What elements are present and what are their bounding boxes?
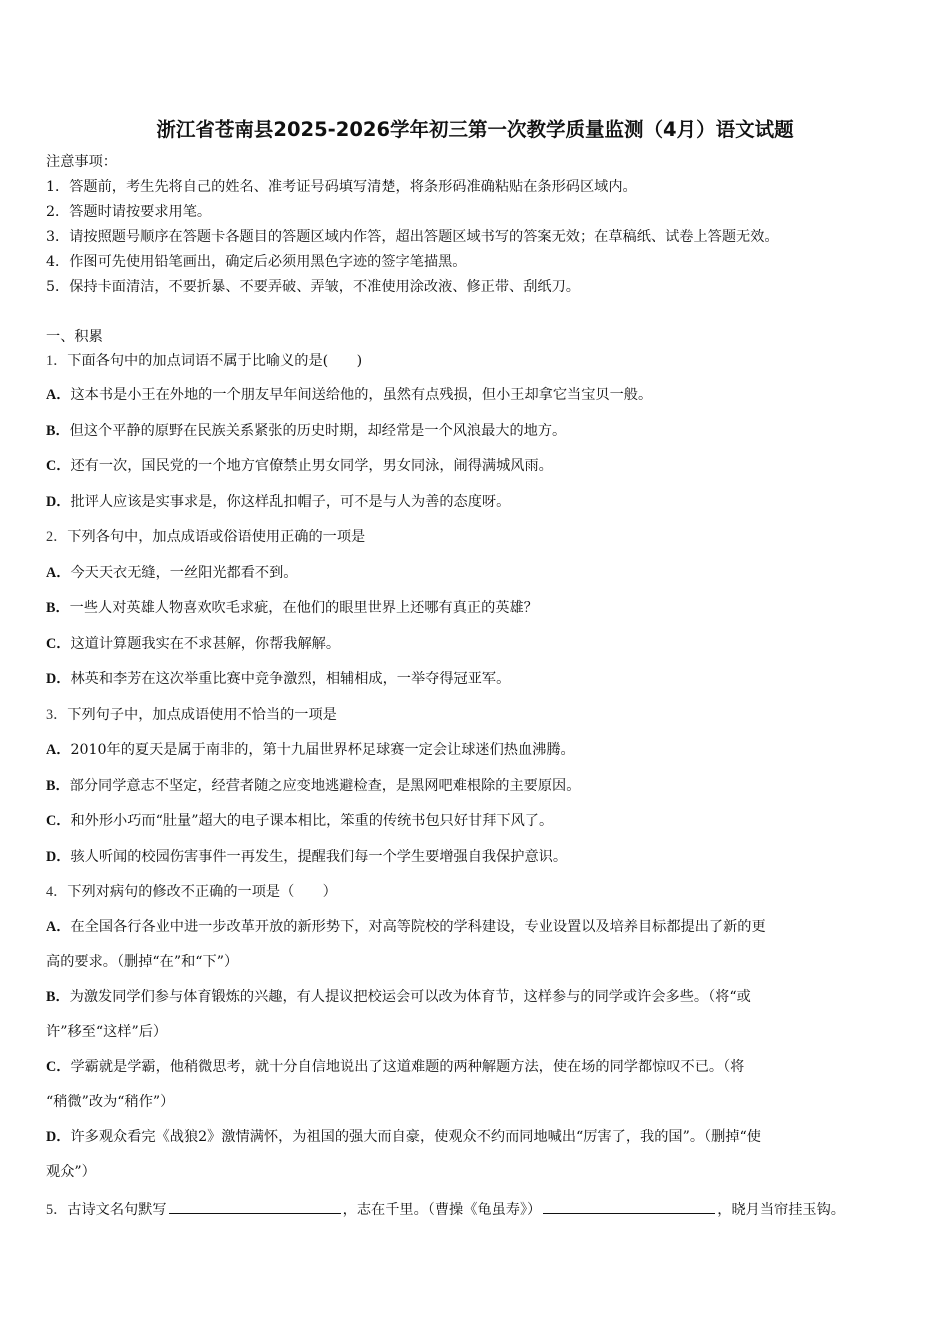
option-c	[46, 456, 553, 476]
option-letter: B．	[46, 778, 70, 794]
option-text: 许多观众看完《战狼2》激情满怀，为祖国的强大而自豪，使观众不约而同地喊出“厉害了，我的国”。（删掉“使	[70, 1129, 761, 1145]
option-text: 在全国各行各业中进一步改革开放的新形势下，对高等院校的学科建设，专业设置以及培养目标都提出了新的更	[70, 919, 766, 935]
question-stem: 下列各句中，加点成语或俗语使用正确的一项是	[67, 529, 366, 545]
option-b	[46, 776, 580, 796]
option-c	[46, 634, 340, 654]
question-number: 5．	[46, 1202, 68, 1218]
question-stem: 下面各句中的加点词语不属于比喻义的是( )	[67, 353, 363, 369]
page-title: 浙江省苍南县2025-2026学年初三第一次教学质量监测（4月）语文试题	[156, 118, 794, 141]
option-text: 今天天衣无缝，一丝阳光都看不到。	[70, 565, 298, 581]
question-4	[46, 882, 337, 902]
question-number: 3．	[46, 707, 68, 723]
option-letter: D．	[46, 849, 71, 865]
option-letter: B．	[46, 989, 70, 1005]
option-text: 部分同学意志不坚定，经营者随之应变地逃避检查，是黑网吧难根除的主要原因。	[69, 778, 581, 794]
option-text: 一些人对英雄人物喜欢吹毛求疵，在他们的眼里世界上还哪有真正的英雄？	[69, 600, 538, 616]
option-letter: C．	[46, 458, 71, 474]
notice-heading: 注意事项：	[46, 154, 117, 170]
question-stem: 下列句子中，加点成语使用不恰当的一项是	[67, 707, 337, 723]
option-text: 批评人应该是实事求是，你这样乱扣帽子，可不是与人为善的态度呀。	[70, 494, 511, 510]
option-a-continued: 高的要求。（删掉“在”和“下”）	[46, 954, 239, 970]
option-text: 但这个平静的原野在民族关系紧张的历史时期，却经常是一个风浪最大的地方。	[69, 423, 567, 439]
option-b	[46, 987, 751, 1007]
option-d	[46, 1127, 761, 1147]
option-text: 为激发同学们参与体育锻炼的兴趣，有人提议把校运会可以改为体育节，这样参与的同学或许会多些。（将“或	[69, 989, 751, 1005]
notice-item: 1．答题前，考生先将自己的姓名、准考证号码填写清楚，将条形码准确粘贴在条形码区域内。	[46, 179, 637, 195]
option-letter: A．	[46, 742, 71, 758]
option-text: 骇人听闻的校园伤害事件一再发生，提醒我们每一个学生要增强自我保护意识。	[70, 849, 568, 865]
option-letter: C．	[46, 813, 71, 829]
option-text: 林英和李芳在这次举重比赛中竞争激烈，相辅相成，一举夺得冠亚军。	[70, 671, 511, 687]
option-letter: A．	[46, 387, 71, 403]
option-d	[46, 669, 510, 689]
option-a	[46, 917, 766, 937]
option-letter: B．	[46, 423, 70, 439]
option-text: 还有一次，国民党的一个地方官僚禁止男女同学，男女同泳，闹得满城风雨。	[70, 458, 553, 474]
notice-item: 2．答题时请按要求用笔。	[46, 204, 212, 220]
option-letter: A．	[46, 565, 71, 581]
section-heading: 一、积累	[46, 329, 103, 345]
option-a	[46, 385, 652, 405]
question-3	[46, 705, 337, 725]
option-b	[46, 598, 538, 618]
option-a	[46, 563, 297, 583]
option-letter: D．	[46, 671, 71, 687]
question-stem: 下列对病句的修改不正确的一项是（ ）	[67, 884, 337, 900]
option-b	[46, 421, 566, 441]
option-text: 这道计算题我实在不求甚解，你帮我解解。	[70, 636, 341, 652]
option-letter: D．	[46, 1129, 71, 1145]
question-number: 1．	[46, 353, 68, 369]
option-letter: C．	[46, 1059, 71, 1075]
question-1	[46, 351, 362, 371]
option-text: 2010年的夏天是属于南非的，第十九届世界杯足球赛一定会让球迷们热血沸腾。	[70, 742, 575, 758]
option-letter: D．	[46, 494, 71, 510]
option-text: 和外形小巧而“肚量”超大的电子课本相比，笨重的传统书包只好甘拜下风了。	[70, 813, 554, 829]
question-text: ，晓月当帘挂玉钩。	[717, 1202, 845, 1218]
option-c-continued: “稍微”改为“稍作”）	[46, 1094, 175, 1110]
option-letter: B．	[46, 600, 70, 616]
answer-blank[interactable]	[169, 1199, 341, 1214]
option-a	[46, 740, 575, 760]
option-d	[46, 492, 510, 512]
question-number: 2．	[46, 529, 68, 545]
question-5	[46, 1199, 845, 1220]
option-text: 这本书是小王在外地的一个朋友早年间送给他的，虽然有点残损，但小王却拿它当宝贝一般。	[70, 387, 653, 403]
answer-blank[interactable]	[543, 1199, 715, 1214]
question-number: 4．	[46, 884, 68, 900]
option-text: 学霸就是学霸，他稍微思考，就十分自信地说出了这道难题的两种解题方法，使在场的同学都惊叹不已。（将	[70, 1059, 745, 1075]
question-2	[46, 527, 365, 547]
option-c	[46, 1057, 744, 1077]
option-d	[46, 847, 567, 867]
question-stem: 古诗文名句默写	[67, 1202, 167, 1218]
notice-item: 5．保持卡面清洁，不要折暴、不要弄破、弄皱，不准使用涂改液、修正带、刮纸刀。	[46, 279, 580, 295]
notice-item: 3．请按照题号顺序在答题卡各题目的答题区域内作答，超出答题区域书写的答案无效；在草稿纸、试卷上答题无效。	[46, 229, 779, 245]
option-b-continued: 许”移至“这样”后）	[46, 1024, 168, 1040]
option-c	[46, 811, 553, 831]
option-d-continued: 观众”）	[46, 1164, 96, 1180]
option-letter: C．	[46, 636, 71, 652]
option-letter: A．	[46, 919, 71, 935]
question-text: ，志在千里。（曹操《龟虽寿》）	[342, 1202, 542, 1218]
notice-item: 4．作图可先使用铅笔画出，确定后必须用黑色字迹的签字笔描黑。	[46, 254, 467, 270]
